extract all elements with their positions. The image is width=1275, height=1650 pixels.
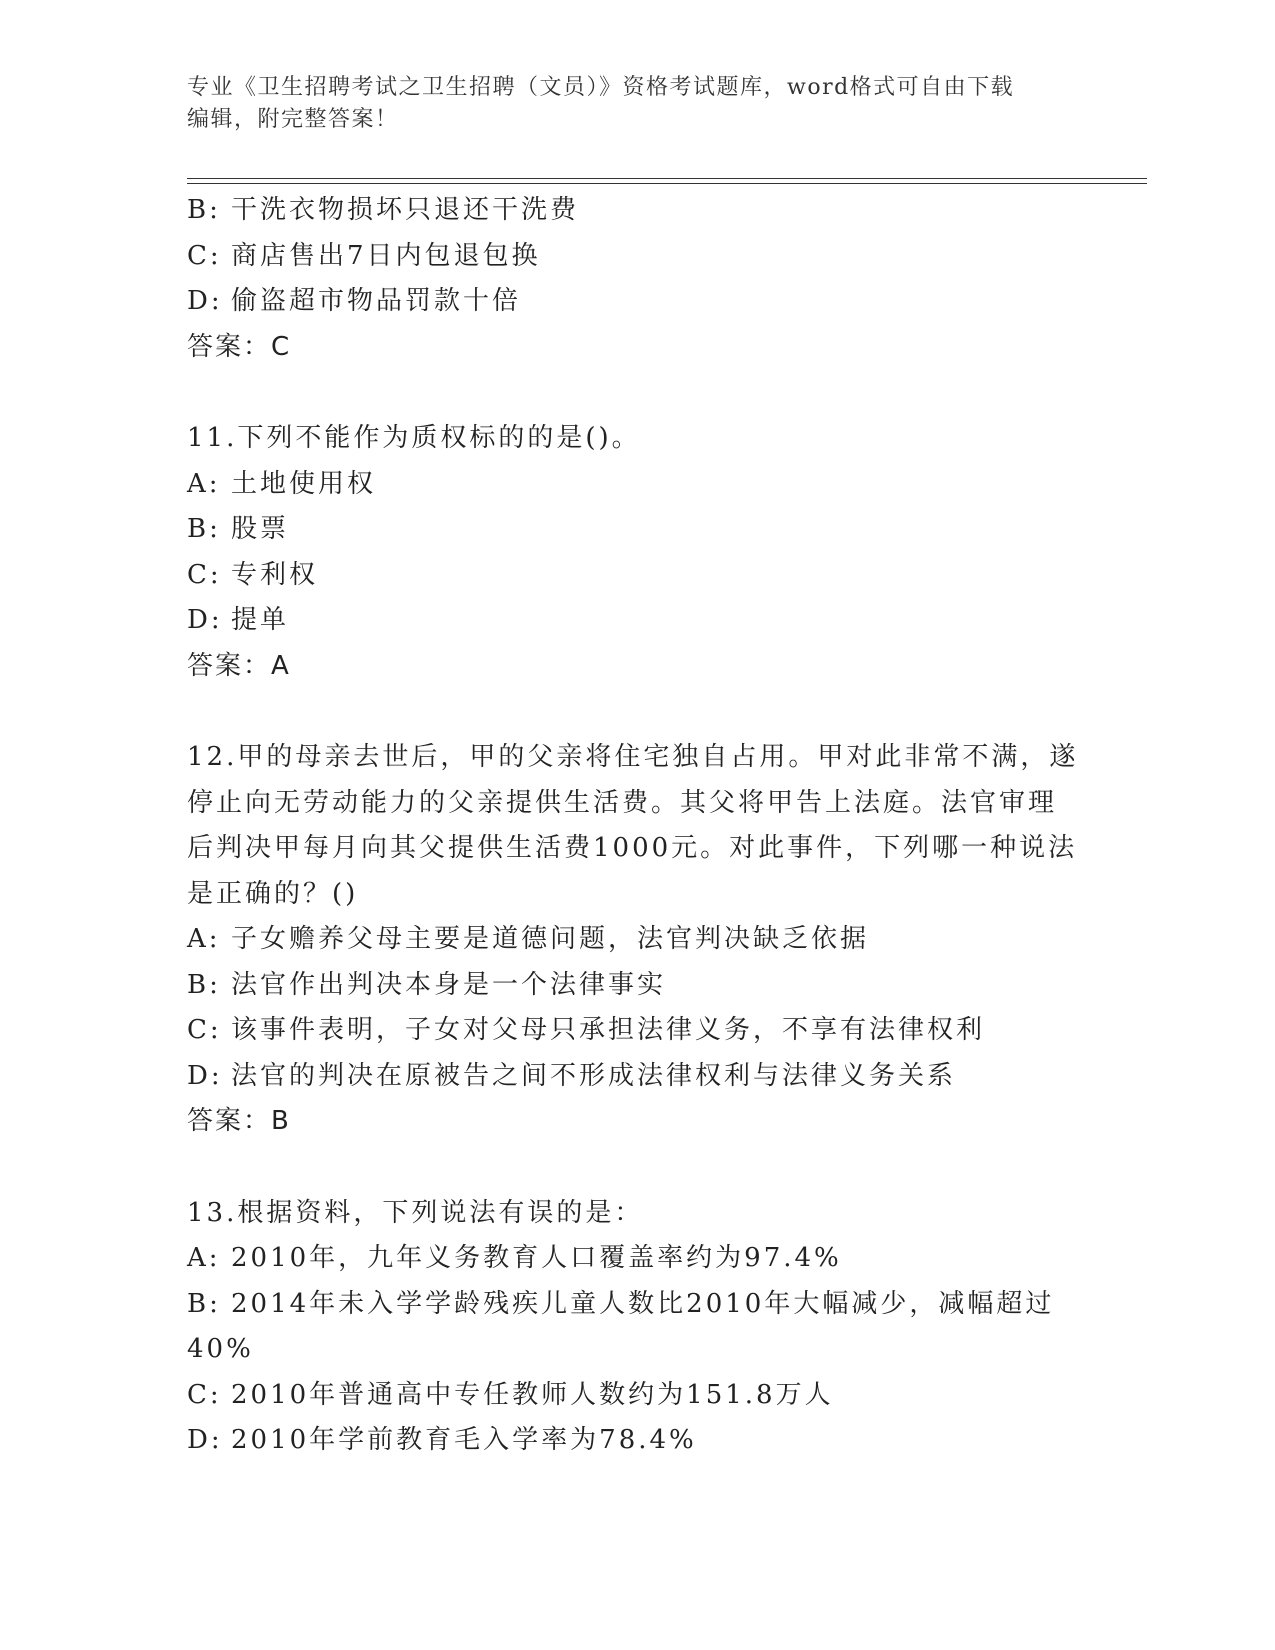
question-text-line: 12.甲的母亲去世后，甲的父亲将住宅独自占用。甲对此非常不满，遂 bbox=[187, 742, 1079, 772]
option-d: D: 法官的判决在原被告之间不形成法律权利与法律义务关系 bbox=[187, 1060, 957, 1091]
header-divider-top bbox=[187, 178, 1147, 179]
question-11 bbox=[187, 416, 1087, 689]
question-10 bbox=[187, 188, 1087, 370]
question-13 bbox=[187, 1191, 1087, 1464]
option-a: A: 土地使用权 bbox=[187, 468, 377, 499]
option-b: B: 股票 bbox=[187, 514, 290, 544]
header-line-1: 专业《卫生招聘考试之卫生招聘（文员）》资格考试题库，word格式可自由下载 bbox=[187, 75, 1015, 100]
header-line-2: 编辑，附完整答案！ bbox=[187, 107, 399, 132]
header-divider-bottom bbox=[187, 183, 1147, 184]
option-a: A: 2010年，九年义务教育人口覆盖率约为97.4% bbox=[187, 1243, 842, 1273]
document-header bbox=[187, 72, 1067, 136]
option-b: B: 法官作出判决本身是一个法律事实 bbox=[187, 969, 667, 1000]
option-c: C: 2010年普通高中专任教师人数约为151.8万人 bbox=[187, 1379, 834, 1410]
option-c: C: 专利权 bbox=[187, 559, 319, 590]
answer: 答案：C bbox=[187, 331, 292, 362]
option-b: B: 2014年未入学学龄残疾儿童人数比2010年大幅减少，减幅超过 bbox=[187, 1288, 1055, 1319]
option-c: C: 商店售出7日内包退包换 bbox=[187, 240, 541, 271]
question-text: 11.下列不能作为质权标的的是()。 bbox=[187, 423, 641, 453]
question-12 bbox=[187, 735, 1087, 1145]
question-text: 13.根据资料，下列说法有误的是： bbox=[187, 1197, 644, 1228]
question-text-line: 停止向无劳动能力的父亲提供生活费。其父将甲告上法庭。法官审理 bbox=[187, 787, 1058, 818]
question-text-line: 后判决甲每月向其父提供生活费1000元。对此事件，下列哪一种说法 bbox=[187, 833, 1078, 863]
option-d: D: 2010年学前教育毛入学率为78.4% bbox=[187, 1425, 697, 1455]
option-a: A: 子女赡养父母主要是道德问题，法官判决缺乏依据 bbox=[187, 924, 870, 954]
option-d: D: 偷盗超市物品罚款十倍 bbox=[187, 286, 522, 316]
question-text-line: 是正确的？() bbox=[187, 878, 359, 909]
option-b-continuation: 40% bbox=[187, 1334, 254, 1364]
option-b: B: 干洗衣物损坏只退还干洗费 bbox=[187, 195, 580, 225]
document-body bbox=[187, 188, 1087, 1464]
answer: 答案：B bbox=[187, 1106, 291, 1136]
option-d: D: 提单 bbox=[187, 605, 290, 635]
option-c: C: 该事件表明，子女对父母只承担法律义务，不享有法律权利 bbox=[187, 1015, 986, 1045]
answer: 答案：A bbox=[187, 650, 291, 681]
